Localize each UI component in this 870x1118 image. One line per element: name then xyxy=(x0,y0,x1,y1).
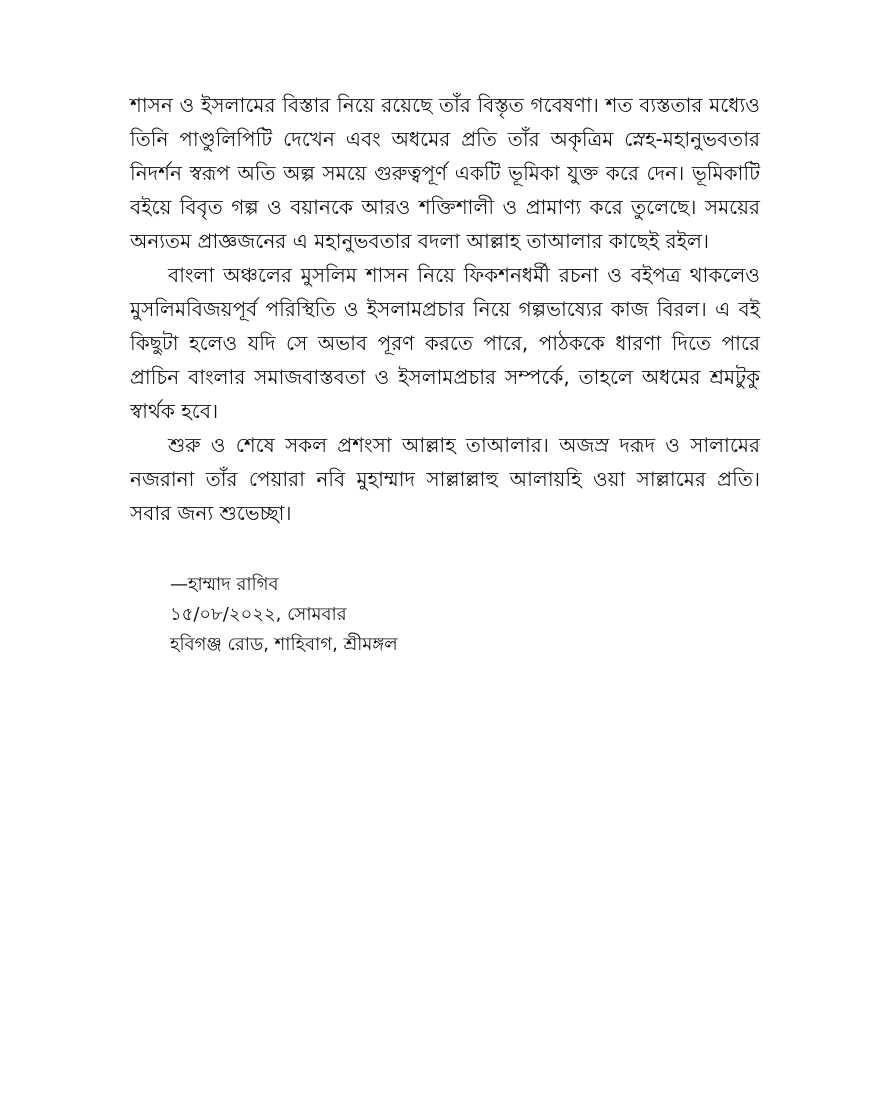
document-page xyxy=(130,88,760,660)
author-name: —হাম্মাদ রাগিব xyxy=(170,574,279,595)
signature-block xyxy=(170,570,760,660)
paragraph-1: শাসন ও ইসলামের বিস্তার নিয়ে রয়েছে তাঁর বিস্তৃত গবেষণা। শত ব্যস্ততার মধ্যেও তিনি পাণ্ডুলিপিটি দেখেন এবং অধমের প্রতি তাঁর অকৃত্রিম স্নেহ-মহানুভবতার নিদর্শন স্বরূপ অতি অল্প সময়ে গুরুত্বপূর্ণ একটি ভূমিকা যুক্ত করে দেন। ভূমিকাটি বইয়ে বিবৃত গল্প ও বয়ানকে আরও শক্তিশালী ও প্রামাণ্য করে তুলেছে। সময়ের অন্যতম প্রাজ্ঞজনের এ মহানুভবতার বদলা আল্লাহ তাআলার কাছেই রইল। xyxy=(130,93,760,253)
signature-place: হবিগঞ্জ রোড, শাহিবাগ, শ্রীমঙ্গল xyxy=(170,634,398,655)
signature-date: ১৫/০৮/২০২২, সোমবার xyxy=(170,604,347,625)
paragraph-3: শুরু ও শেষে সকল প্রশংসা আল্লাহ তাআলার। অজস্র দরূদ ও সালামের নজরানা তাঁর পেয়ারা নবি মুহাম্মাদ সাল্লাল্লাহু আলায়হি ওয়া সাল্লামের প্রতি। সবার জন্য শুভেচ্ছা। xyxy=(130,433,760,525)
paragraph-2: বাংলা অঞ্চলের মুসলিম শাসন নিয়ে ফিকশনধর্মী রচনা ও বইপত্র থাকলেও মুসলিমবিজয়পূর্ব পরিস্থিতি ও ইসলামপ্রচার নিয়ে গল্পভাষ্যের কাজ বিরল। এ বই কিছুটা হলেও যদি সে অভাব পূরণ করতে পারে, পাঠককে ধারণা দিতে পারে প্রাচিন বাংলার সমাজবাস্তবতা ও ইসলামপ্রচার সম্পর্কে, তাহলে অধমের শ্রমটুকু স্বার্থক হবে। xyxy=(130,263,760,423)
